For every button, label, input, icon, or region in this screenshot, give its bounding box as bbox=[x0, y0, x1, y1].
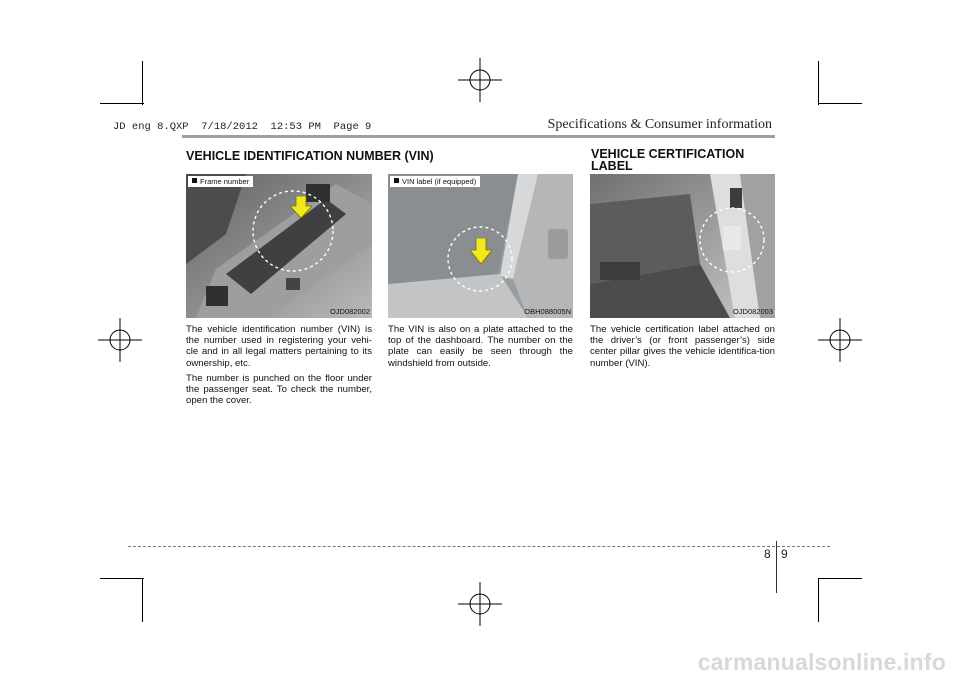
floor-cover-illustration bbox=[186, 174, 372, 318]
photo-frame-number bbox=[186, 174, 372, 318]
page-number: 9 bbox=[781, 547, 788, 561]
body-column-1 bbox=[186, 324, 372, 410]
door-pillar-illustration bbox=[590, 174, 775, 318]
footer-rule bbox=[128, 546, 830, 547]
image-tag: Frame number bbox=[188, 176, 253, 187]
page-number-divider bbox=[776, 541, 777, 593]
section-title-vin: VEHICLE IDENTIFICATION NUMBER (VIN) bbox=[186, 149, 434, 163]
print-slug: JD eng 8.QXP 7/18/2012 12:53 PM Page 9 bbox=[113, 121, 372, 133]
registration-mark-bottom bbox=[458, 582, 502, 626]
header-rule bbox=[182, 135, 775, 138]
image-code: OBH088005N bbox=[524, 307, 571, 316]
registration-mark-left bbox=[98, 318, 142, 362]
registration-mark-top bbox=[458, 58, 502, 102]
paragraph: The number is punched on the floor under the passenger seat. To check the number, open the cover. bbox=[186, 372, 372, 407]
image-code: OJD082003 bbox=[732, 307, 773, 316]
chapter-number: 8 bbox=[764, 547, 771, 561]
section-title-cert: VEHICLE CERTIFICATION LABEL bbox=[591, 147, 745, 173]
registration-mark-right bbox=[818, 318, 862, 362]
pointer-arrow-icon bbox=[470, 238, 492, 264]
image-code: OJD082002 bbox=[329, 307, 370, 316]
pointer-arrow-icon bbox=[290, 196, 312, 218]
paragraph: The VIN is also on a plate attached to the top of the dashboard. The number on the plate can easily be seen through the windshield from outside. bbox=[388, 324, 573, 369]
watermark: carmanualsonline.info bbox=[697, 649, 946, 675]
body-column-3 bbox=[590, 324, 775, 373]
image-tag: VIN label (if equipped) bbox=[390, 176, 480, 187]
body-column-2 bbox=[388, 324, 573, 373]
square-bullet-icon bbox=[192, 178, 197, 183]
photo-certification-label bbox=[590, 174, 775, 318]
square-bullet-icon bbox=[394, 178, 399, 183]
paragraph: The vehicle identification number (VIN) is the number used in registering your vehi-cle and in all legal matters pertaining to its ownership, etc. bbox=[186, 324, 372, 369]
photo-vin-plate bbox=[388, 174, 573, 318]
running-header: Specifications & Consumer information bbox=[547, 117, 772, 132]
paragraph: The vehicle certification label attached on the driver’s (or front passenger’s) side center pillar gives the vehicle identifica-tion number (VIN). bbox=[590, 324, 775, 369]
